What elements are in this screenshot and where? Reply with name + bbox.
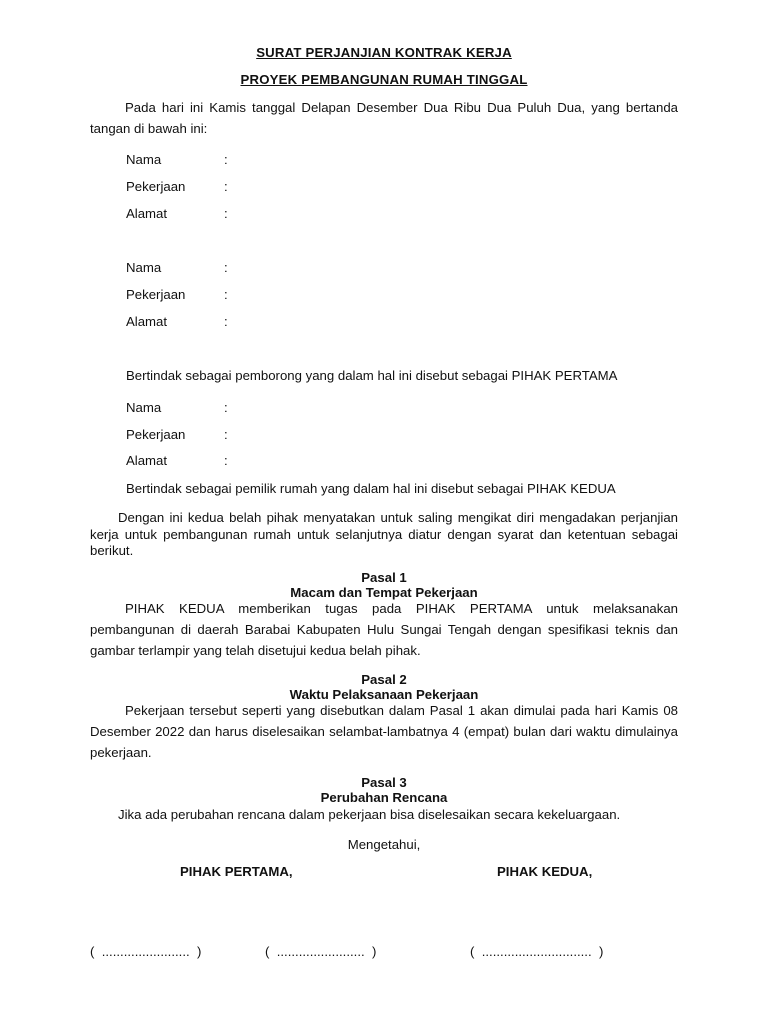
pasal-heading: Waktu Pelaksanaan Pekerjaan	[289, 687, 479, 702]
pasal-body: PIHAK KEDUA memberikan tugas pada PIHAK PERTAMA untuk melaksanakan pembangunan di daerah Barabai Kabupaten Hulu Sungai Tengah dengan spesifikasi teknis dan gambar terlampir yang telah disetujui kedua belah pihak.	[90, 601, 678, 658]
job-colon: :	[224, 287, 228, 302]
address-colon: :	[224, 206, 228, 221]
pasal-number: Pasal 2	[361, 672, 407, 687]
name-label: Nama	[126, 260, 162, 275]
intro-paragraph: Pada hari ini Kamis tanggal Delapan Desember Dua Ribu Dua Puluh Dua, yang bertanda tangan di bawah ini:	[90, 100, 678, 136]
name-label: Nama	[126, 400, 162, 415]
name-colon: :	[224, 260, 228, 275]
address-label: Alamat	[126, 453, 168, 468]
job-colon: :	[224, 179, 228, 194]
pasal-number: Pasal 3	[361, 775, 407, 790]
job-label: Pekerjaan	[126, 287, 186, 302]
signature-line: ( ........................ )	[265, 944, 377, 959]
mengetahui-text: Mengetahui,	[347, 837, 421, 852]
job-label: Pekerjaan	[126, 427, 186, 442]
pasal-number: Pasal 1	[361, 570, 407, 585]
agreement-paragraph: Dengan ini kedua belah pihak menyatakan untuk saling mengikat diri mengadakan perjanjian kerja untuk pembangunan rumah untuk selanjutnya diatur dengan syarat dan ketentuan sebagai berikut.	[90, 510, 678, 558]
pasal-heading: Perubahan Rencana	[320, 790, 448, 805]
pasal-body: Jika ada perubahan rencana dalam pekerjaan bisa diselesaikan secara kekeluargaan.	[118, 807, 621, 822]
name-label: Nama	[126, 152, 162, 167]
address-colon: :	[224, 314, 228, 329]
name-colon: :	[224, 400, 228, 415]
document-title: SURAT PERJANJIAN KONTRAK KERJA	[256, 45, 512, 60]
name-colon: :	[224, 152, 228, 167]
pihak-kedua-signature-label: PIHAK KEDUA,	[497, 864, 593, 879]
document-subtitle: PROYEK PEMBANGUNAN RUMAH TINGGAL	[240, 72, 528, 87]
role-pihak-pertama: Bertindak sebagai pemborong yang dalam hal ini disebut sebagai PIHAK PERTAMA	[126, 368, 618, 383]
pasal-body: Pekerjaan tersebut seperti yang disebutkan dalam Pasal 1 akan dimulai pada hari Kamis 08 Desember 2022 dan harus diselesaikan selambat-lambatnya 4 (empat) bulan dari waktu dimulainya pekerjaan.	[90, 703, 678, 760]
signature-line: ( .............................. )	[470, 944, 604, 959]
address-colon: :	[224, 453, 228, 468]
role-pihak-kedua: Bertindak sebagai pemilik rumah yang dalam hal ini disebut sebagai PIHAK KEDUA	[126, 481, 616, 496]
job-label: Pekerjaan	[126, 179, 186, 194]
job-colon: :	[224, 427, 228, 442]
pihak-pertama-signature-label: PIHAK PERTAMA,	[180, 864, 293, 879]
pasal-heading: Macam dan Tempat Pekerjaan	[290, 585, 478, 600]
address-label: Alamat	[126, 206, 168, 221]
address-label: Alamat	[126, 314, 168, 329]
signature-line: ( ........................ )	[90, 944, 202, 959]
